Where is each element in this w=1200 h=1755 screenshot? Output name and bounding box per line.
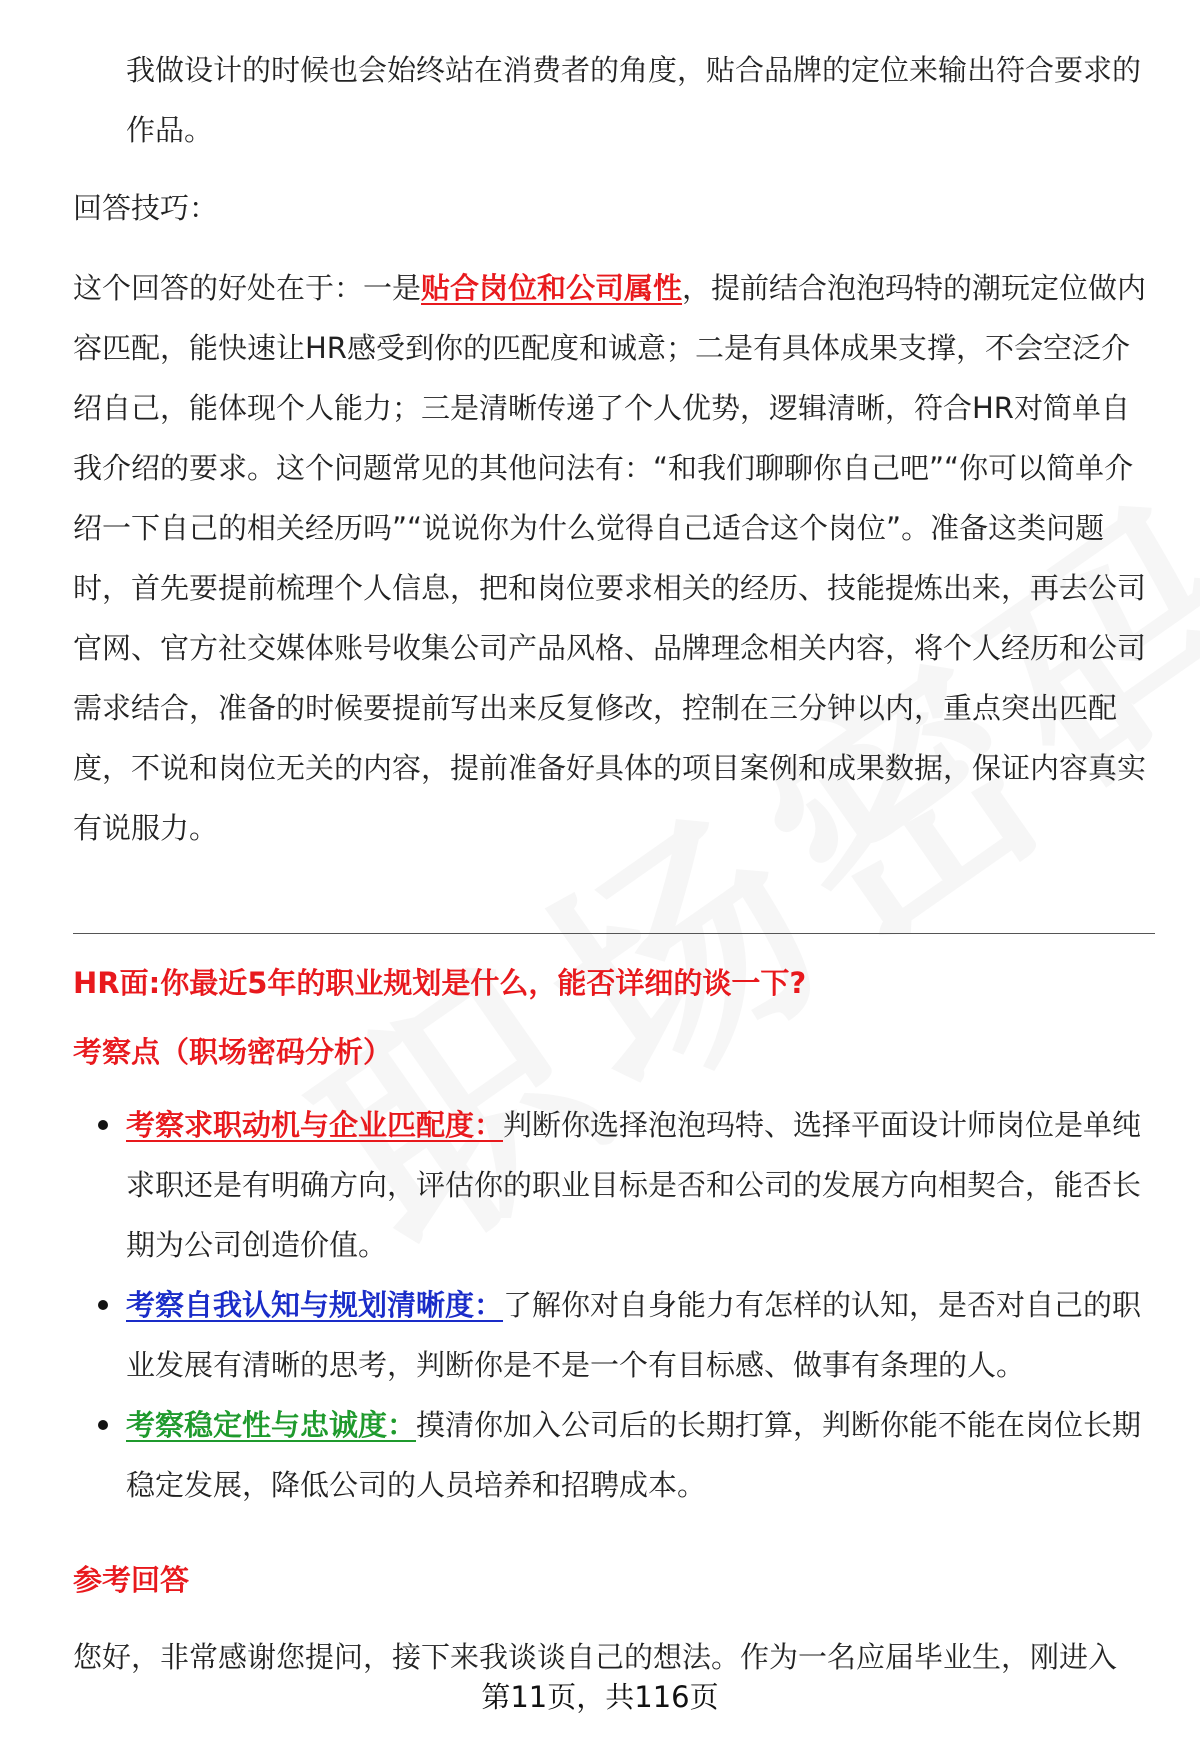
assessment-point: [126, 1395, 1156, 1515]
point-label: 考察自我认知与规划清晰度：: [126, 1288, 504, 1322]
question-subtitle: 考察点（职场密码分析）: [73, 1035, 393, 1069]
tips-text-before: 这个回答的好处在于：一是: [73, 271, 422, 305]
section-divider: [73, 933, 1155, 934]
bullet-icon: [98, 1420, 108, 1430]
tips-text-after: ，提前结合泡泡玛特的潮玩定位做内容匹配，能快速让HR感受到你的匹配度和诚意；二是有具体成果支撑，不会空泛介绍自己，能体现个人能力；三是清晰传递了个人优势，逻辑清晰，符合HR对简单自我介绍的要求。这个问题常见的其他问法有：“和我们聊聊你自己吧”“你可以简单介绍一下自己的相关经历吗”“说说你为什么觉得自己适合这个岗位”。准备这类问题时，首先要提前梳理个人信息，把和岗位要求相关的经历、技能提炼出来，再去公司官网、官方社交媒体账号收集公司产品风格、品牌理念相关内容，将个人经历和公司需求结合，准备的时候要提前写出来反复修改，控制在三分钟以内，重点突出匹配度，不说和岗位无关的内容，提前准备好具体的项目案例和成果数据，保证内容真实有说服力。: [73, 271, 1147, 845]
point-label: 考察稳定性与忠诚度：: [126, 1408, 417, 1442]
answer-paragraph: 您好，非常感谢您提问，接下来我谈谈自己的想法。作为一名应届毕业生，刚进入: [73, 1640, 1118, 1674]
point-label: 考察求职动机与企业匹配度：: [126, 1108, 504, 1142]
bullet-icon: [98, 1120, 108, 1130]
point-text: 判断你选择泡泡玛特、选择平面设计师岗位是单纯求职还是有明确方向，评估你的职业目标是否和公司的发展方向相契合，能否长期为公司创造价值。: [126, 1108, 1142, 1262]
question-title: HR面:你最近5年的职业规划是什么，能否详细的谈一下?: [73, 966, 807, 1000]
tips-highlight: 贴合岗位和公司属性: [421, 271, 683, 305]
assessment-point: [126, 1095, 1156, 1275]
assessment-points: [126, 1095, 1156, 1515]
tips-paragraph: [73, 258, 1153, 858]
page-number: 第11页，共116页: [481, 1680, 719, 1714]
bullet-icon: [98, 1300, 108, 1310]
intro-paragraph: 我做设计的时候也会始终站在消费者的角度，贴合品牌的定位来输出符合要求的作品。: [126, 53, 1142, 147]
assessment-point: [126, 1275, 1156, 1395]
tips-label: 回答技巧：: [73, 191, 219, 225]
point-text: 了解你对自身能力有怎样的认知，是否对自己的职业发展有清晰的思考，判断你是不是一个有目标感、做事有条理的人。: [126, 1288, 1142, 1382]
answer-title: 参考回答: [73, 1563, 190, 1597]
point-text: 摸清你加入公司后的长期打算，判断你能不能在岗位长期稳定发展，降低公司的人员培养和招聘成本。: [126, 1408, 1142, 1502]
